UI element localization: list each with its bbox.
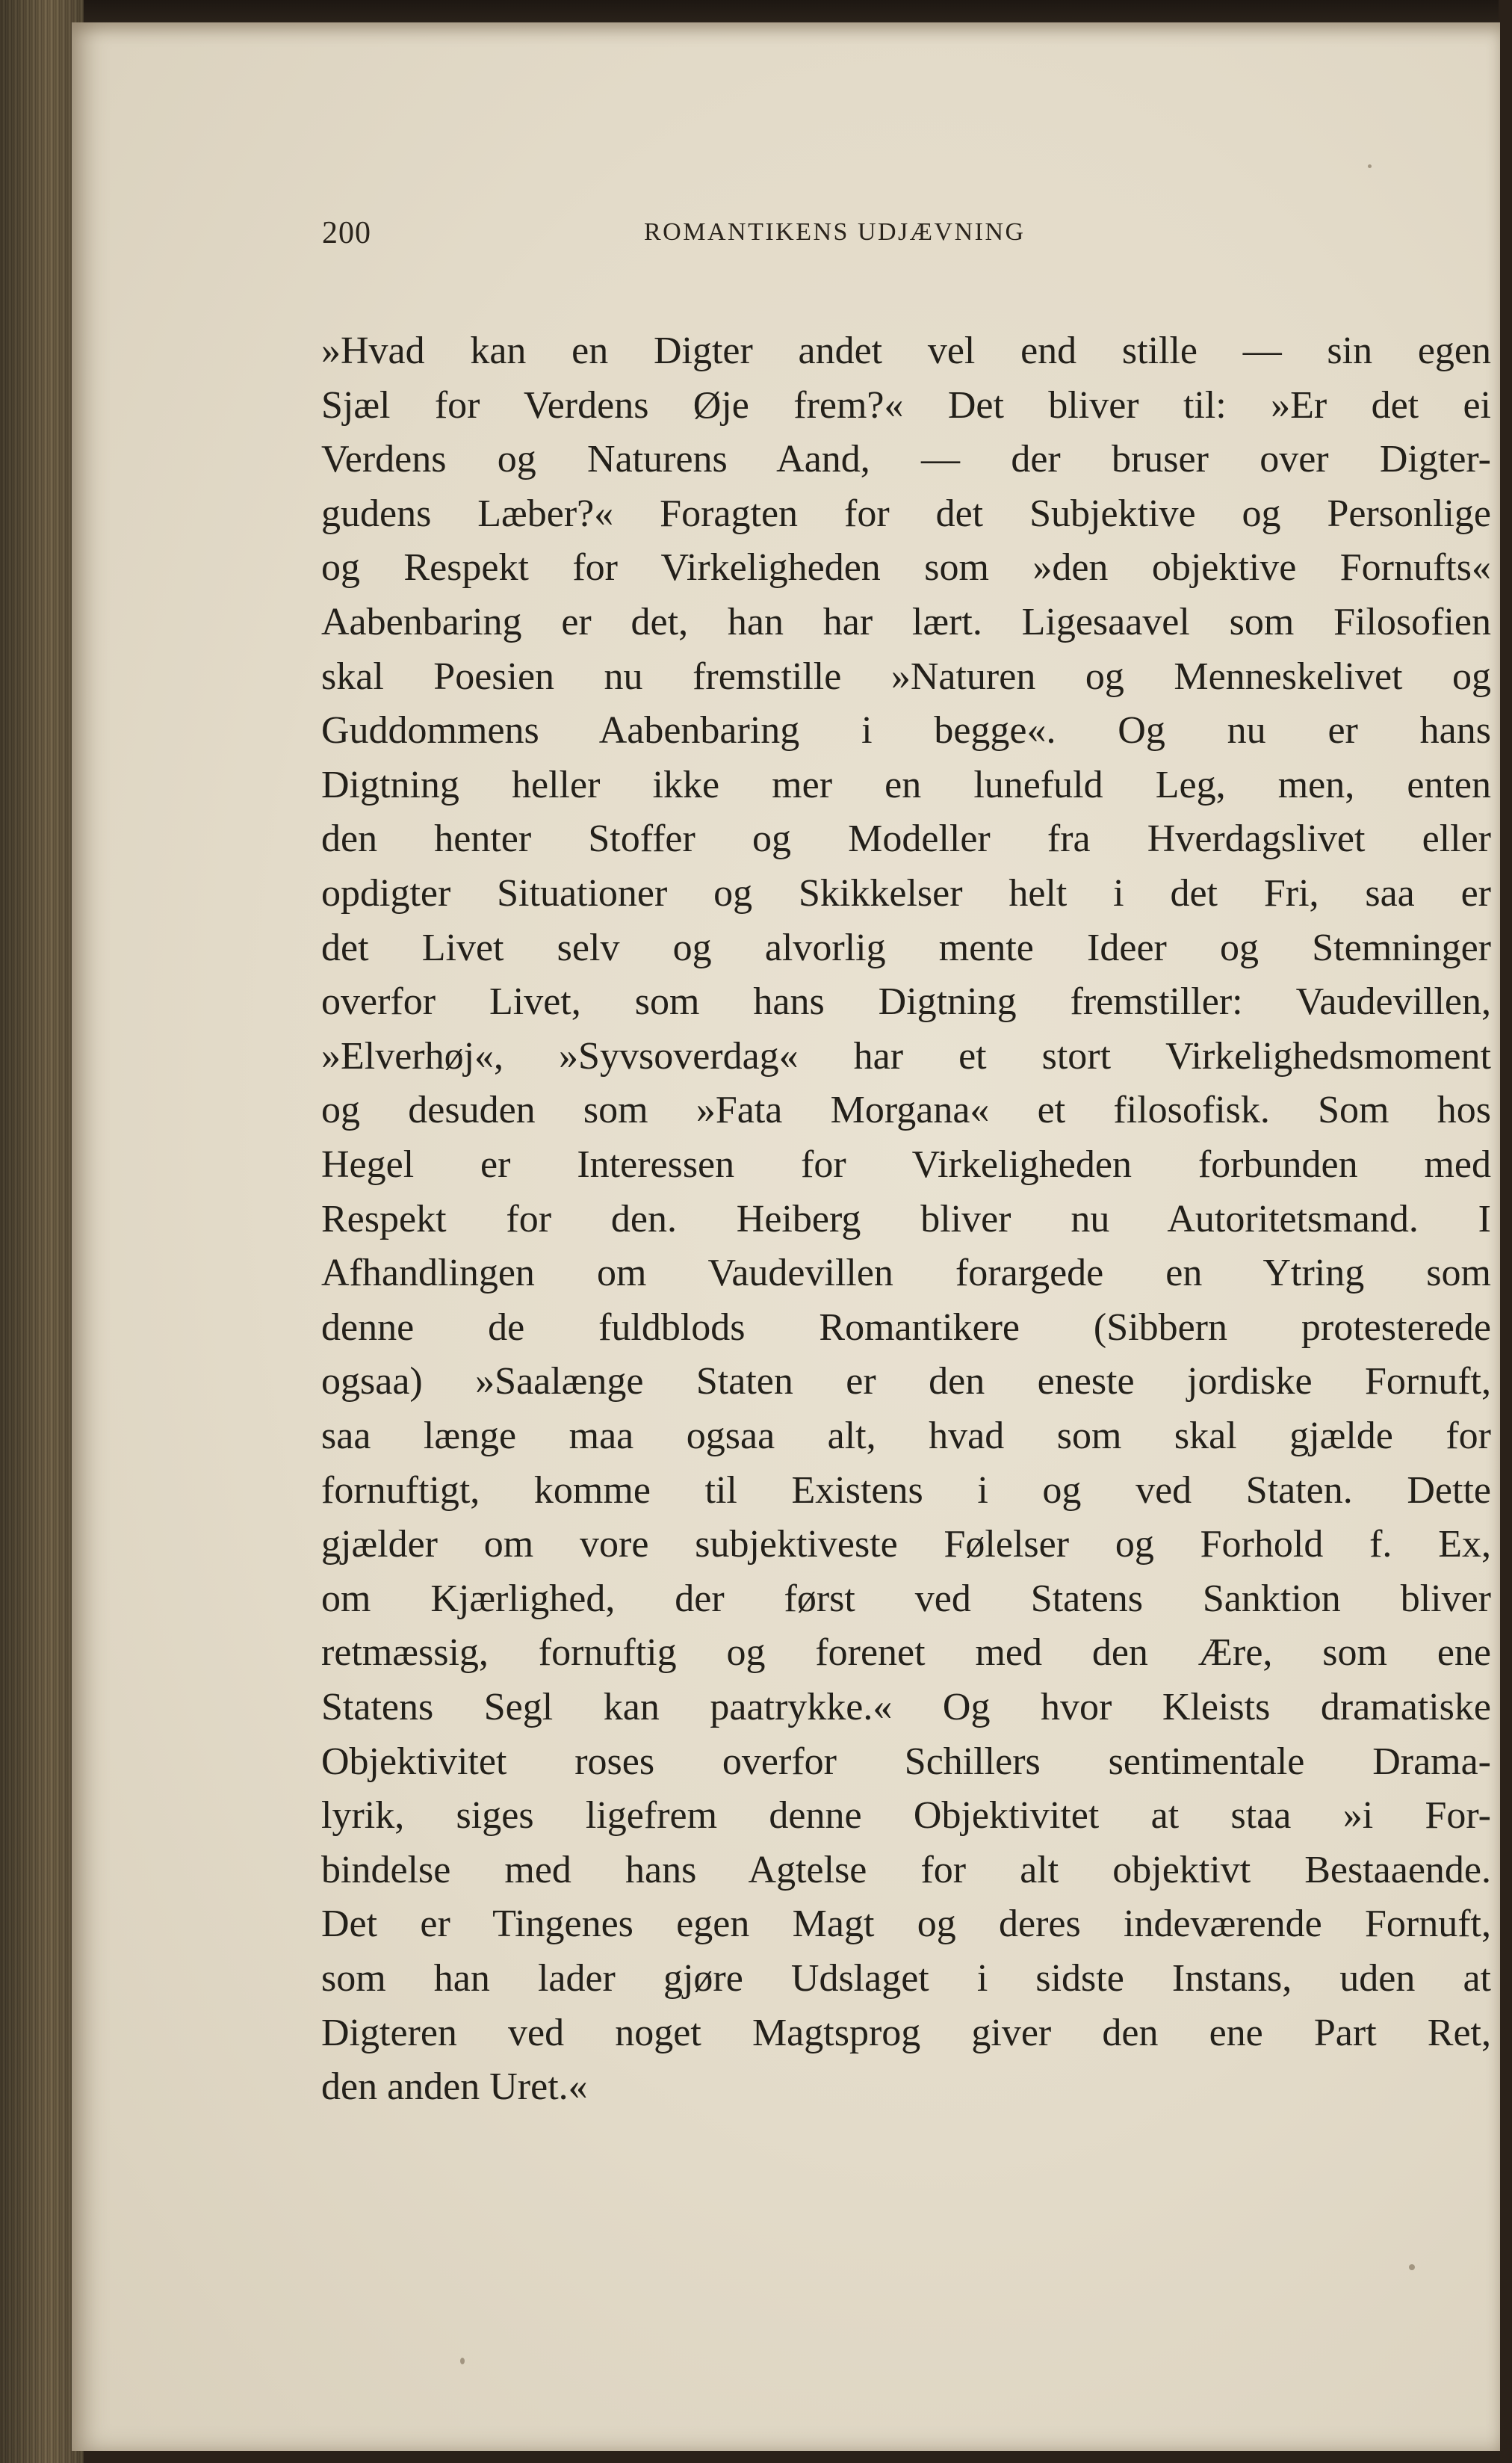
text-line: retmæssig, fornuftig og forenet med den Ære, som ene xyxy=(321,1631,1491,1675)
text-line: bindelse med hans Agtelse for alt objektivt Bestaaende. xyxy=(321,1848,1491,1891)
text-line: opdigter Situationer og Skikkelser helt i det Fri, saa er xyxy=(321,872,1491,915)
text-line: »Hvad kan en Digter andet vel end stille — sin egen xyxy=(321,330,1491,372)
text-line: saa længe maa ogsaa alt, hvad som skal gjælde for xyxy=(321,1415,1491,1457)
text-line: denne de fuldblods Romantikere (Sibbern protesterede xyxy=(321,1305,1491,1349)
text-line: den henter Stoffer og Modeller fra Hverdagslivet eller xyxy=(321,818,1491,861)
text-line: Det er Tingenes egen Magt og deres indeværende Fornuft, xyxy=(321,1903,1491,1946)
text-line: Hegel er Interessen for Virkeligheden forbunden med xyxy=(321,1143,1491,1186)
text-line: Aabenbaring er det, han har lært. Ligesaavel som Filosofien xyxy=(321,601,1491,643)
text-line: og desuden som »Fata Morgana« et filosofisk. Som hos xyxy=(321,1089,1491,1132)
paper-speck xyxy=(1409,2264,1415,2270)
text-line: Sjæl for Verdens Øje frem?« Det bliver til: »Er det ei xyxy=(321,383,1491,427)
running-title: ROMANTIKENS UDJÆVNING xyxy=(644,218,1026,246)
text-line: som han lader gjøre Udslaget i sidste Instans, uden at xyxy=(321,1957,1491,2000)
text-line: Verdens og Naturens Aand, — der bruser over Digter- xyxy=(321,438,1491,481)
text-line: Objektivitet roses overfor Schillers sentimentale Drama- xyxy=(321,1740,1491,1783)
text-line: Digteren ved noget Magtsprog giver den ene Part Ret, xyxy=(321,2011,1491,2054)
text-line: og Respekt for Virkeligheden som »den objektive Fornufts« xyxy=(321,546,1491,590)
text-line: ogsaa) »Saalænge Staten er den eneste jordiske Fornuft, xyxy=(321,1360,1491,1403)
page-number: 200 xyxy=(322,216,371,250)
text-line: den anden Uret.« xyxy=(321,2065,588,2109)
paper-speck xyxy=(460,2358,465,2364)
text-line: lyrik, siges ligefrem denne Objektivitet at staa »i For- xyxy=(321,1794,1491,1838)
text-line: Digtning heller ikke mer en lunefuld Leg, men, enten xyxy=(321,763,1491,806)
text-line: »Elverhøj«, »Syvsoverdag« har et stort Virkelighedsmoment xyxy=(321,1034,1491,1078)
text-line: skal Poesien nu fremstille »Naturen og Menneskelivet og xyxy=(321,655,1491,698)
book-page xyxy=(72,22,1500,2451)
text-line: det Livet selv og alvorlig mente Ideer og Stemninger xyxy=(321,926,1491,969)
text-line: gjælder om vore subjektiveste Følelser og Forhold f. Ex, xyxy=(321,1523,1491,1566)
text-line: Guddommens Aabenbaring i begge«. Og nu er hans xyxy=(321,709,1491,753)
text-line: Respekt for den. Heiberg bliver nu Autoritetsmand. I xyxy=(321,1197,1491,1240)
text-line: overfor Livet, som hans Digtning fremstiller: Vaudevillen, xyxy=(321,980,1491,1024)
text-line: gudens Læber?« Foragten for det Subjektive og Personlige xyxy=(321,492,1491,535)
text-line: fornuftigt, komme til Existens i og ved Staten. Dette xyxy=(321,1468,1491,1512)
top-dark-strip xyxy=(0,0,1512,25)
text-line: Statens Segl kan paatrykke.« Og hvor Kleists dramatiske xyxy=(321,1686,1491,1728)
paper-speck xyxy=(1368,164,1372,168)
text-line: om Kjærlighed, der først ved Statens Sanktion bliver xyxy=(321,1577,1491,1620)
right-dark-strip xyxy=(1499,0,1512,2463)
text-line: Afhandlingen om Vaudevillen forargede en Ytring som xyxy=(321,1252,1491,1295)
